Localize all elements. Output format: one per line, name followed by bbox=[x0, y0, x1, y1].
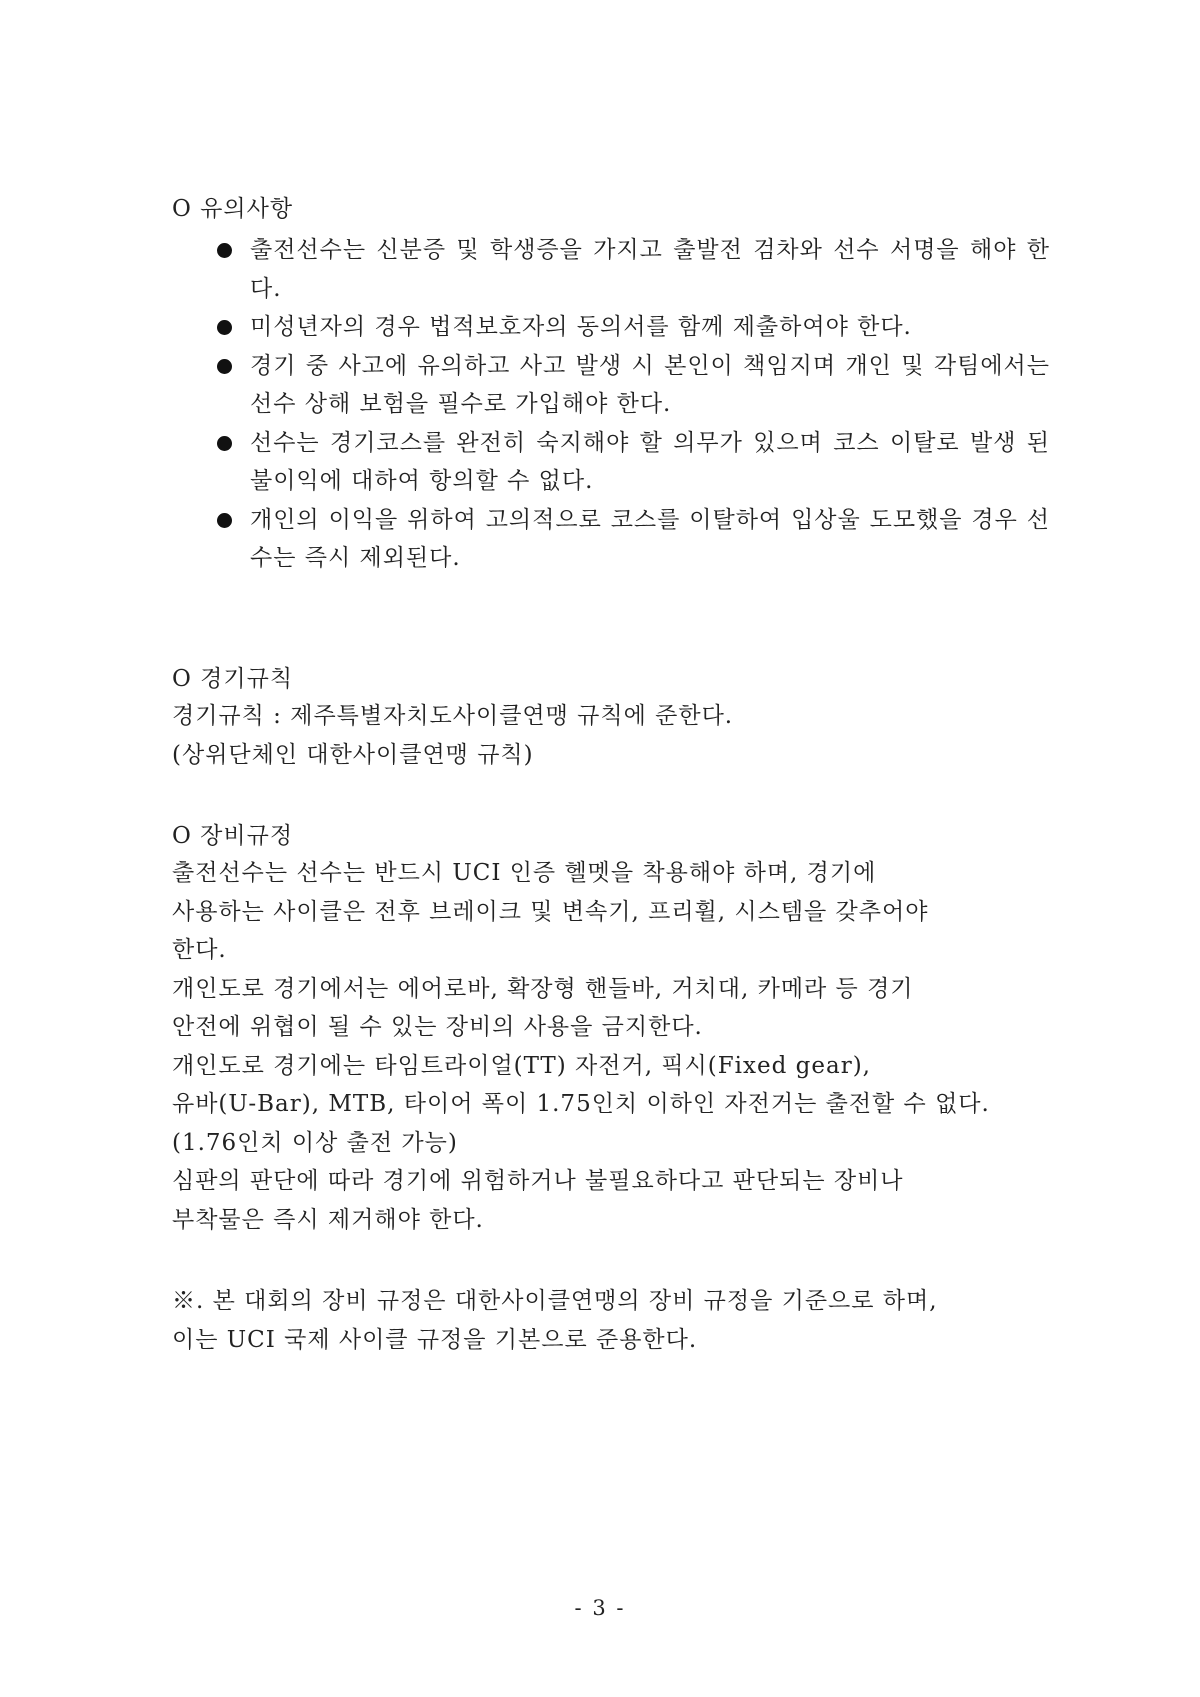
list-item-text: 출전선수는 신분증 및 학생증을 가지고 출발전 검차와 선수 서명을 해야 한다. bbox=[250, 237, 1050, 302]
list-item-text: 경기 중 사고에 유의하고 사고 발생 시 본인이 책임지며 개인 및 각팀에서는 선수 상해 보험을 필수로 가입해야 한다. bbox=[250, 352, 1050, 417]
list-item bbox=[172, 308, 1050, 347]
list-item bbox=[172, 424, 1050, 501]
precautions-list bbox=[172, 231, 1052, 578]
paragraph-line: 부착물은 즉시 제거해야 한다. bbox=[172, 1206, 484, 1233]
list-item bbox=[172, 231, 1050, 308]
paragraph-line: 개인도로 경기에서는 에어로바, 확장형 핸들바, 거치대, 카메라 등 경기 bbox=[172, 975, 914, 1002]
page-number: - 3 - bbox=[574, 1596, 626, 1620]
rules-heading: O 경기규칙 bbox=[172, 666, 294, 692]
precautions-heading: O 유의사항 bbox=[172, 196, 294, 222]
precautions-section bbox=[172, 191, 1052, 578]
rules-section bbox=[172, 661, 1052, 774]
equipment-heading: O 장비규정 bbox=[172, 823, 294, 849]
list-item-text: 미성년자의 경우 법적보호자의 동의서를 함께 제출하여야 한다. bbox=[250, 314, 912, 340]
paragraph-line: 개인도로 경기에는 타임트라이얼(TT) 자전거, 픽시(Fixed gear), bbox=[172, 1052, 871, 1079]
paragraph-line: 안전에 위협이 될 수 있는 장비의 사용을 금지한다. bbox=[172, 1014, 703, 1040]
paragraph-line: 사용하는 사이클은 전후 브레이크 및 변속기, 프리휠, 시스템을 갖추어야 bbox=[172, 898, 929, 925]
list-item-text: 개인의 이익을 위하여 고의적으로 코스를 이탈하여 입상울 도모했을 경우 선수는 즉시 제외된다. bbox=[250, 506, 1050, 571]
list-item bbox=[172, 501, 1050, 578]
list-item-text: 선수는 경기코스를 완전히 숙지해야 할 의무가 있으며 코스 이탈로 발생 된 불이익에 대하여 항의할 수 없다. bbox=[250, 429, 1050, 494]
note-section bbox=[172, 1282, 1052, 1359]
paragraph-line: (1.76인치 이상 출전 가능) bbox=[172, 1129, 458, 1156]
paragraph-line: 유바(U-Bar), MTB, 타이어 폭이 1.75인치 이하인 자전거는 출전할 수 없다. bbox=[172, 1091, 990, 1117]
bullet-dot-icon bbox=[217, 359, 232, 374]
bullet-dot-icon bbox=[217, 320, 232, 335]
paragraph-line: 한다. bbox=[172, 937, 227, 963]
bullet-dot-icon bbox=[217, 243, 232, 258]
note-line: 이는 UCI 국제 사이클 규정을 기본으로 준용한다. bbox=[172, 1326, 698, 1353]
paragraph-line: 출전선수는 선수는 반드시 UCI 인증 헬멧을 착용해야 하며, 경기에 bbox=[172, 860, 877, 886]
list-item bbox=[172, 347, 1050, 424]
paragraph-line: 심판의 판단에 따라 경기에 위험하거나 불필요하다고 판단되는 장비나 bbox=[172, 1168, 904, 1194]
bullet-dot-icon bbox=[217, 436, 232, 451]
bullet-dot-icon bbox=[217, 513, 232, 528]
equipment-section bbox=[172, 818, 1052, 1239]
paragraph-line: (상위단체인 대한사이클연맹 규칙) bbox=[172, 741, 534, 768]
note-line: ※. 본 대회의 장비 규정은 대한사이클연맹의 장비 규정을 기준으로 하며, bbox=[172, 1288, 938, 1314]
paragraph-line: 경기규칙 : 제주특별자치도사이클연맹 규칙에 준한다. bbox=[172, 703, 734, 729]
